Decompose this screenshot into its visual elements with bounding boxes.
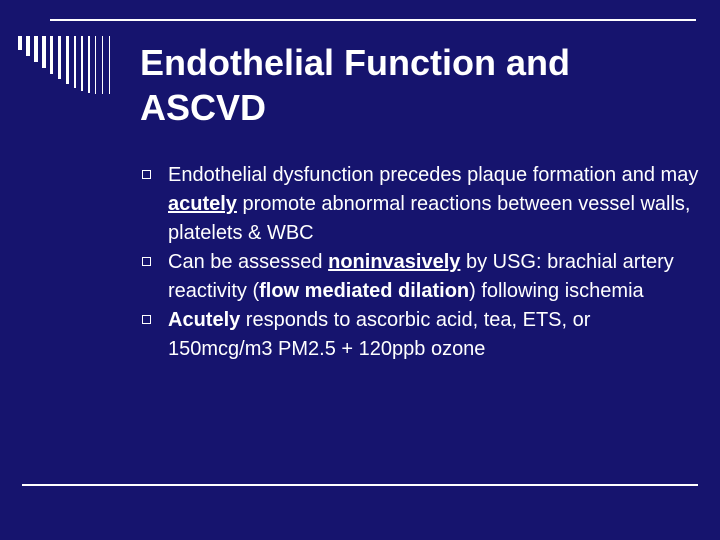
bullet-text: Endothelial dysfunction precedes plaque formation and may	[168, 164, 699, 186]
bullet-text: by USG: brachial artery reactivity (	[168, 251, 674, 302]
bullet-list	[140, 161, 700, 364]
bullet-text: ) following ischemia	[469, 280, 644, 302]
bullet-text: Can be assessed	[168, 251, 329, 273]
hollow-square-icon	[142, 257, 151, 266]
bullet-text: responds to ascorbic acid, tea, ETS, or 150mcg/m3 PM2.5 + 120ppb ozone	[168, 309, 591, 360]
stripe	[102, 36, 103, 94]
hollow-square-icon	[142, 315, 151, 324]
bullet-item	[140, 306, 700, 364]
stripe	[18, 36, 22, 50]
stripe	[58, 36, 61, 79]
stripe	[95, 36, 96, 94]
stripe	[26, 36, 30, 56]
stripe	[88, 36, 90, 93]
decorative-stripes	[18, 36, 128, 94]
emphasis-underlined: noninvasively	[328, 251, 461, 273]
bullet-item	[140, 161, 700, 248]
stripe	[50, 36, 53, 74]
slide-title: Endothelial Function and ASCVD	[140, 42, 570, 128]
bottom-divider	[22, 484, 698, 486]
stripe	[74, 36, 76, 88]
emphasis-bold: flow mediated dilation	[259, 280, 470, 302]
stripe	[66, 36, 69, 84]
top-divider	[50, 19, 696, 21]
stripe	[34, 36, 38, 62]
stripe	[42, 36, 46, 68]
stripe	[81, 36, 83, 91]
emphasis-underlined: acutely	[168, 193, 237, 215]
stripe	[109, 36, 110, 94]
hollow-square-icon	[142, 170, 151, 179]
bullet-text: promote abnormal reactions between vessel walls, platelets & WBC	[168, 193, 691, 244]
bullet-item	[140, 248, 700, 306]
emphasis-bold: Acutely	[168, 309, 241, 331]
